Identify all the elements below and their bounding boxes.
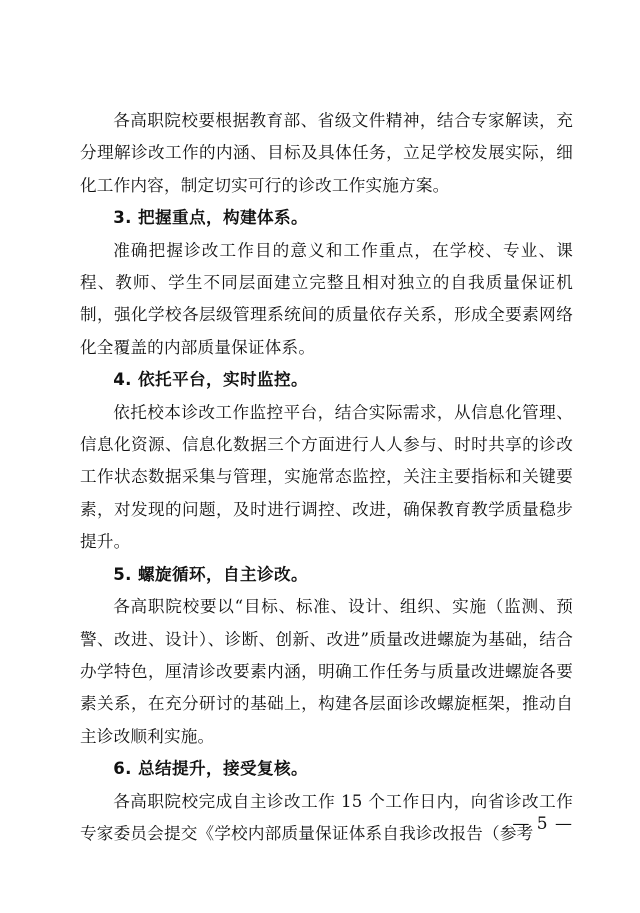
- heading-point-5: 5. 螺旋循环，自主诊改。: [113, 564, 308, 584]
- paragraph-point-3: 准确把握诊改工作目的意义和工作重点，在学校、专业、课程、教师、学生不同层面建立完整且相对独立的自我质量保证机制，强化学校各层级管理系统间的质量依存关系，形成全要素网络化全覆盖的内部质量保证体系。: [80, 240, 573, 357]
- heading-point-3: 3. 把握重点，构建体系。: [113, 208, 308, 228]
- paragraph-point-5: 各高职院校要以“目标、标准、设计、组织、实施（监测、预警、改进、设计）、诊断、创新、改进”质量改进螺旋为基础，结合办学特色，厘清诊改要素内涵，明确工作任务与质量改进螺旋各要素关系，在充分研讨的基础上，构建各层面诊改螺旋框架，推动自主诊改顺利实施。: [80, 597, 573, 746]
- page-number: — 5 —: [512, 814, 573, 834]
- paragraph-intro: 各高职院校要根据教育部、省级文件精神，结合专家解读，充分理解诊改工作的内涵、目标及具体任务，立足学校发展实际，细化工作内容，制定切实可行的诊改工作实施方案。: [80, 111, 573, 195]
- heading-point-4: 4. 依托平台，实时监控。: [113, 370, 308, 390]
- document-body: [80, 105, 573, 850]
- paragraph-point-6: 各高职院校完成自主诊改工作 15 个工作日内，向省诊改工作专家委员会提交《学校内部质量保证体系自我诊改报告（参考: [80, 791, 573, 843]
- paragraph-point-4: 依托校本诊改工作监控平台，结合实际需求，从信息化管理、信息化资源、信息化数据三个方面进行人人参与、时时共享的诊改工作状态数据采集与管理，实施常态监控，关注主要指标和关键要素，对发现的问题，及时进行调控、改进，确保教育教学质量稳步提升。: [80, 402, 573, 552]
- heading-point-6: 6. 总结提升，接受复核。: [113, 759, 308, 779]
